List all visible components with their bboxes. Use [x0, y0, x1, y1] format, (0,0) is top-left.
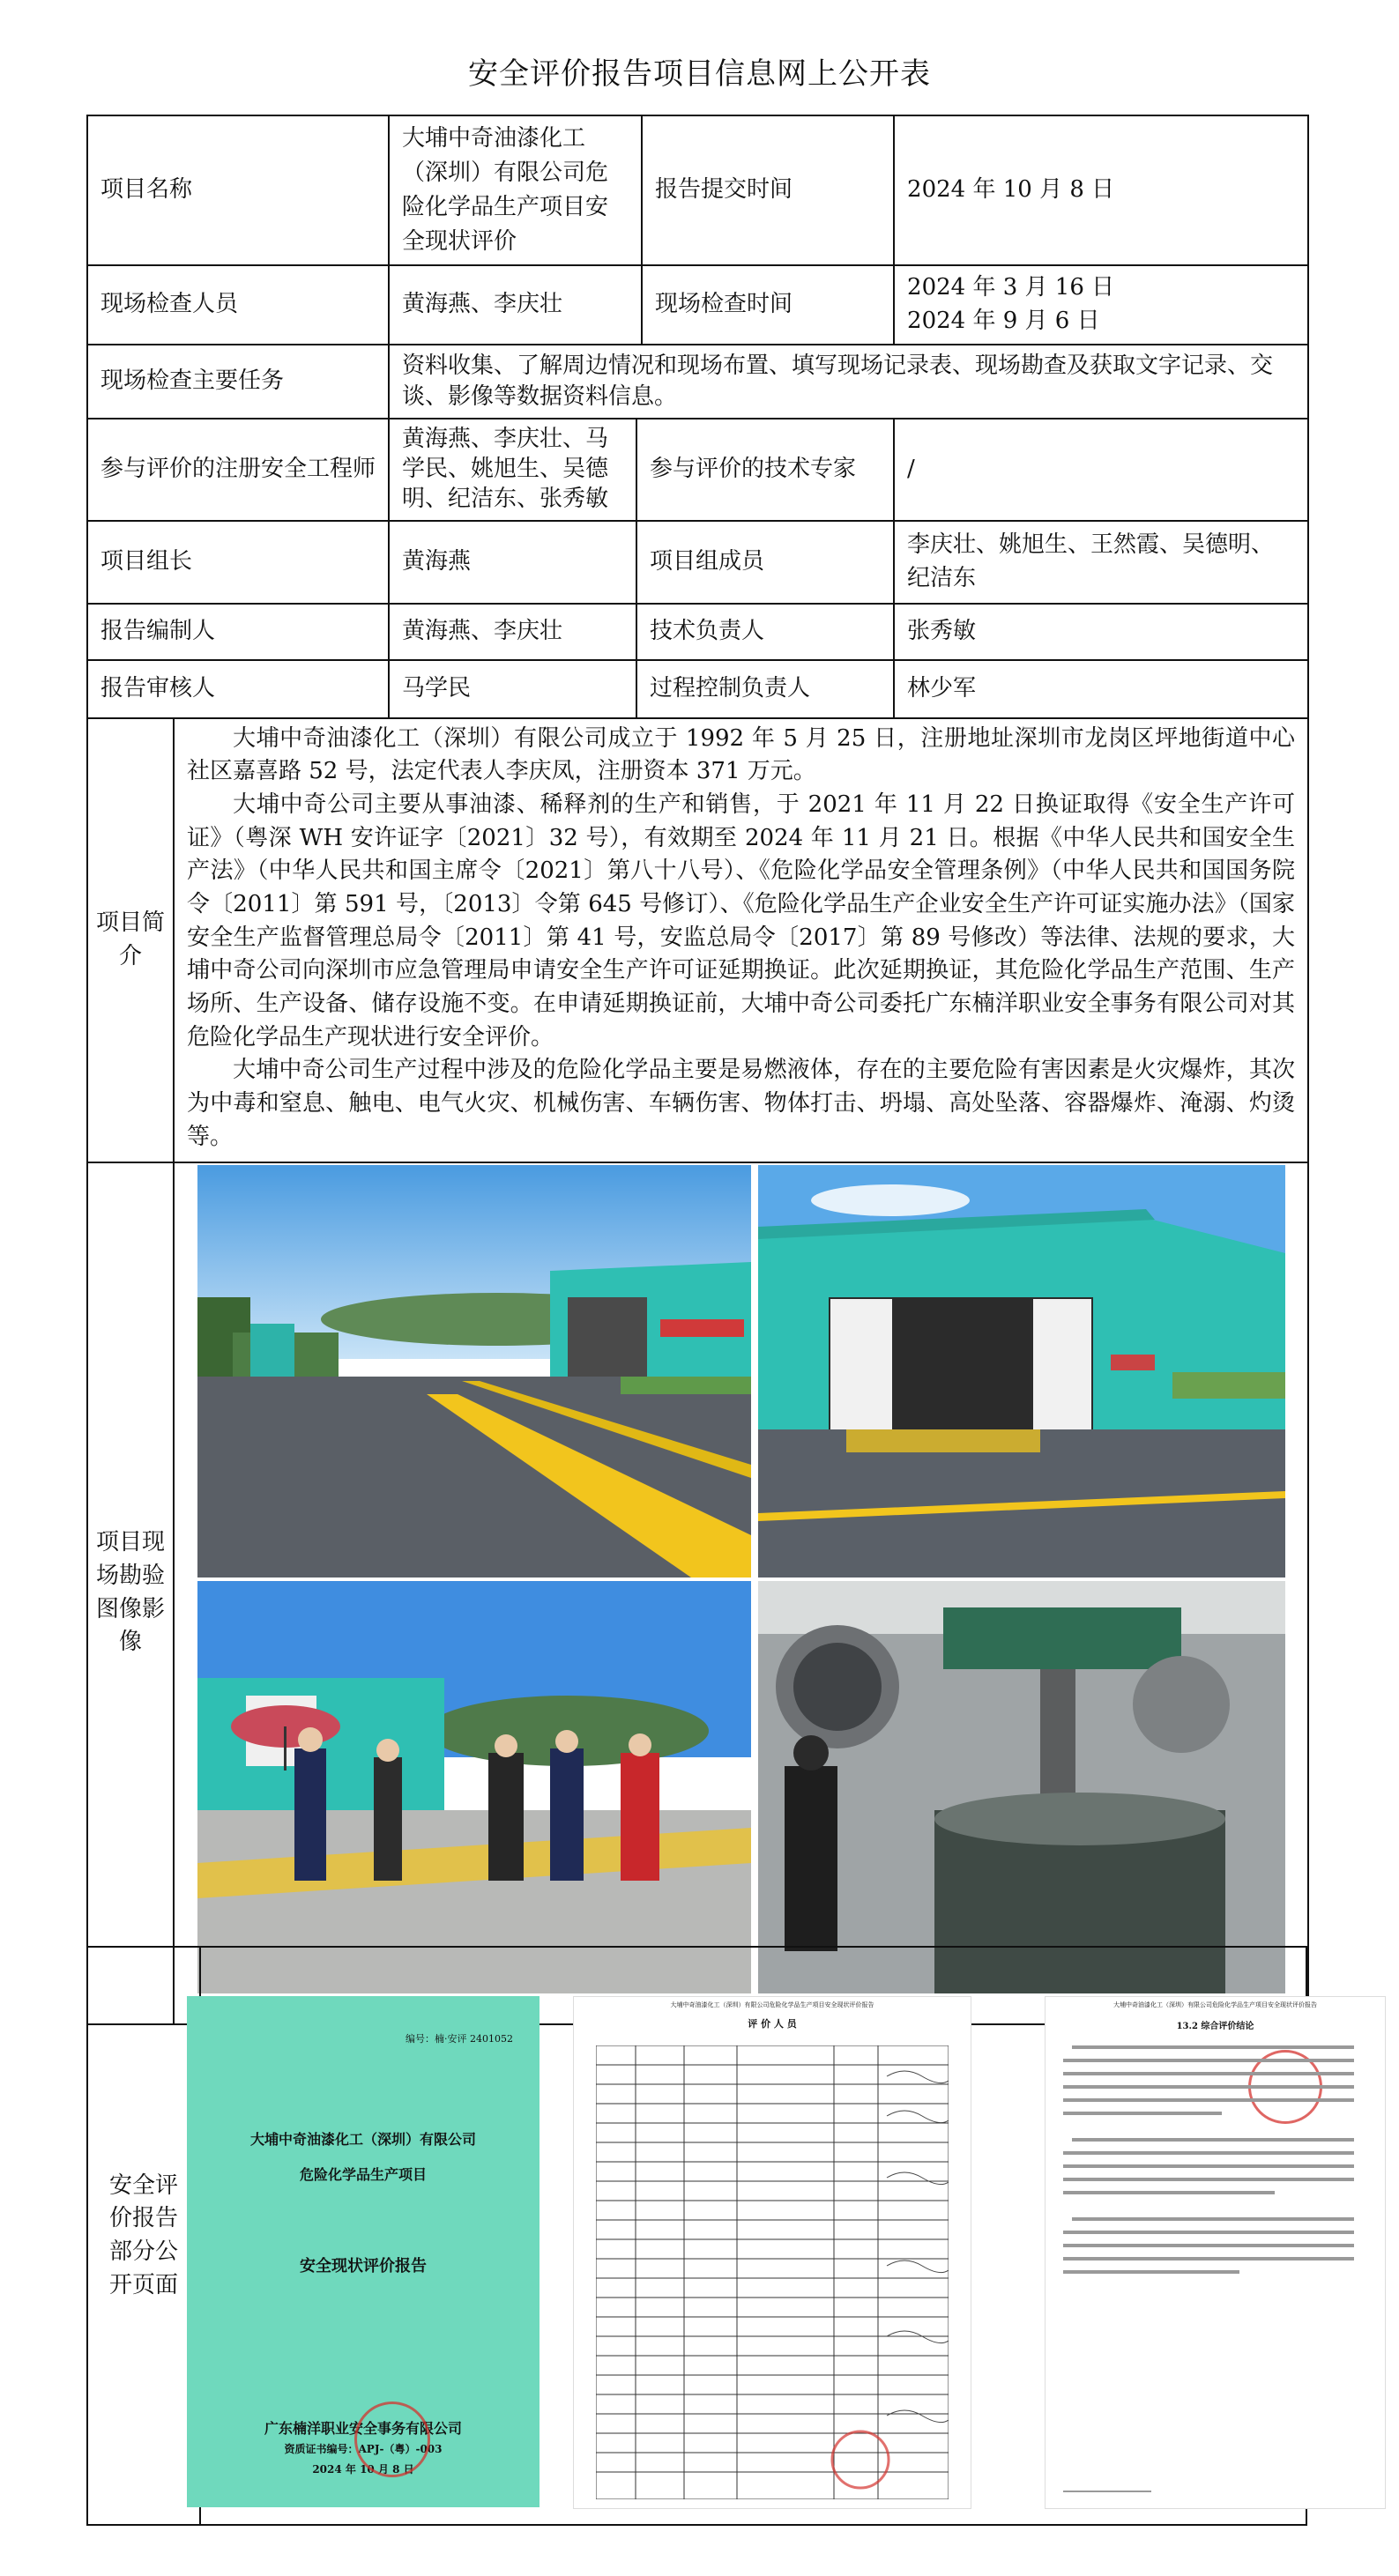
inspection-time-value: [894, 265, 1308, 345]
row-project-name: [87, 115, 1308, 265]
tasks-label: 现场检查主要任务: [87, 345, 389, 419]
cover-company: 大埔中奇油漆化工（深圳）有限公司: [249, 2131, 476, 2148]
experts-label: 参与评价的技术专家: [636, 419, 894, 520]
cover-cert: 资质证书编号：APJ-（粤）-003: [284, 2443, 443, 2455]
intro-paragraph-1: 大埔中奇油漆化工（深圳）有限公司成立于 1992 年 5 月 25 日，注册地址深圳市龙岗区坪地街道中心社区嘉喜路 52 号，法定代表人李庆凤，注册资本 371 万元。: [187, 724, 1296, 785]
project-name-label: 项目名称: [87, 115, 389, 265]
row-photos: [87, 1162, 1308, 2024]
members-label: 项目组成员: [636, 521, 894, 604]
compiler-label: 报告编制人: [87, 604, 389, 660]
page-title: 安全评价报告项目信息网上公开表: [468, 56, 931, 92]
site-photo-road: [197, 1165, 751, 1578]
site-photo-warehouse: [758, 1165, 1285, 1578]
photo-grid: [197, 1165, 1285, 1993]
process-lead-value: 林少军: [894, 660, 1308, 718]
row-tasks: [87, 345, 1308, 419]
members-value: 李庆壮、姚旭生、王然霞、吴德明、纪洁东: [894, 521, 1308, 604]
inspectors-value: 黄海燕、李庆壮: [389, 265, 642, 345]
staff-table-graphic: [596, 2045, 949, 2499]
tech-lead-label: 技术负责人: [636, 604, 894, 660]
page2-header: 大埔中奇油漆化工（深圳）有限公司危险化学品生产项目安全现状评价报告: [670, 2001, 874, 2008]
report-pages-label: 安全评价报告部分公开页面: [88, 1948, 201, 2524]
row-leader: [87, 521, 1308, 604]
page3-header: 大埔中奇油漆化工（深圳）有限公司危险化学品生产项目安全现状评价报告: [1113, 2001, 1317, 2008]
intro-text: [174, 718, 1308, 1162]
cover-number: 编号：楠·安评 2401052: [406, 2033, 513, 2045]
compiler-value: 黄海燕、李庆壮: [389, 604, 636, 660]
report-staff-page: [573, 1996, 971, 2509]
inspection-date-1: 2024 年 3 月 16 日: [907, 274, 1115, 301]
stamp-icon: [354, 2402, 430, 2477]
page3-title: 13.2 综合评价结论: [1176, 2022, 1254, 2031]
inspection-date-2: 2024 年 9 月 6 日: [907, 308, 1100, 334]
experts-value: /: [894, 419, 1308, 520]
cover-firm: 广东楠洋职业安全事务有限公司: [264, 2420, 462, 2437]
leader-value: 黄海燕: [389, 521, 636, 604]
tech-lead-value: 张秀敏: [894, 604, 1308, 660]
row-engineers: [87, 419, 1308, 520]
inspectors-label: 现场检查人员: [87, 265, 389, 345]
submit-time-value: 2024 年 10 月 8 日: [894, 115, 1308, 265]
intro-label: 项目简介: [87, 718, 174, 1162]
info-table: [86, 115, 1309, 2025]
leader-label: 项目组长: [87, 521, 389, 604]
photos-cell: [174, 1162, 1308, 2024]
project-name-value: 大埔中奇油漆化工（深圳）有限公司危险化学品生产项目安全现状评价: [389, 115, 642, 265]
submit-time-label: 报告提交时间: [642, 115, 894, 265]
report-conclusion-page: [1045, 1996, 1386, 2509]
reviewer-label: 报告审核人: [87, 660, 389, 718]
cover-report-title: 安全现状评价报告: [300, 2257, 427, 2275]
page2-title: 评 价 人 员: [748, 2018, 797, 2030]
reviewer-value: 马学民: [389, 660, 636, 718]
cover-project: 危险化学品生产项目: [299, 2166, 427, 2183]
intro-paragraph-2: 大埔中奇公司主要从事油漆、稀释剂的生产和销售，于 2021 年 11 月 22 日换证取得《安全生产许可证》（粤深 WH 安许证字〔2021〕32 号），有效期至 2024 年 11 月 21 日。根据《中华人民共和国安全生产法》（中华人民共和国主席令〔2021〕第八十八号）、《危险化学品安全管理条例》（中华人民共和国国务院令〔2011〕第 591 号，〔2013〕令第 645 号修订）、《危险化学品生产企业安全生产许可证实施办法》（国家安全生产监督管理总局令〔2011〕第 41 号，安监总局令〔2017〕第 89 号修改）等法律、法规的要求，大埔中奇公司向深圳市应急管理局申请安全生产许可证延期换证。此次延期换证，其危险化学品生产范围、生产场所、生产设备、储存设施不变。在申请延期换证前，大埔中奇公司委托广东楠洋职业安全事务有限公司对其危险化学品生产现状进行安全评价。: [187, 791, 1296, 1050]
engineers-value: 黄海燕、李庆壮、马学民、姚旭生、吴德明、纪洁东、张秀敏: [389, 419, 636, 520]
row-intro: [87, 718, 1308, 1162]
tasks-value: 资料收集、了解周边情况和现场布置、填写现场记录表、现场勘查及获取文字记录、交谈、影像等数据资料信息。: [389, 345, 1308, 419]
row-reviewer: [87, 660, 1308, 718]
site-photo-team: [197, 1581, 751, 1993]
report-cover-page: [187, 1996, 540, 2507]
report-pages-box: [86, 1946, 1317, 2526]
intro-paragraph-3: 大埔中奇公司生产过程中涉及的危险化学品主要是易燃液体，存在的主要危险有害因素是火灾爆炸，其次为中毒和窒息、触电、电气火灾、机械伤害、车辆伤害、物体打击、坍塌、高处坠落、容器爆炸、淹溺、灼烫等。: [187, 1057, 1296, 1150]
photos-label: 项目现场勘验图像影像: [87, 1162, 174, 2024]
inspection-time-label: 现场检查时间: [642, 265, 894, 345]
row-compiler: [87, 604, 1308, 660]
cover-date: 2024 年 10 月 8 日: [312, 2463, 414, 2476]
process-lead-label: 过程控制负责人: [636, 660, 894, 718]
row-inspectors: [87, 265, 1308, 345]
site-photo-equipment: [758, 1581, 1285, 1993]
engineers-label: 参与评价的注册安全工程师: [87, 419, 389, 520]
